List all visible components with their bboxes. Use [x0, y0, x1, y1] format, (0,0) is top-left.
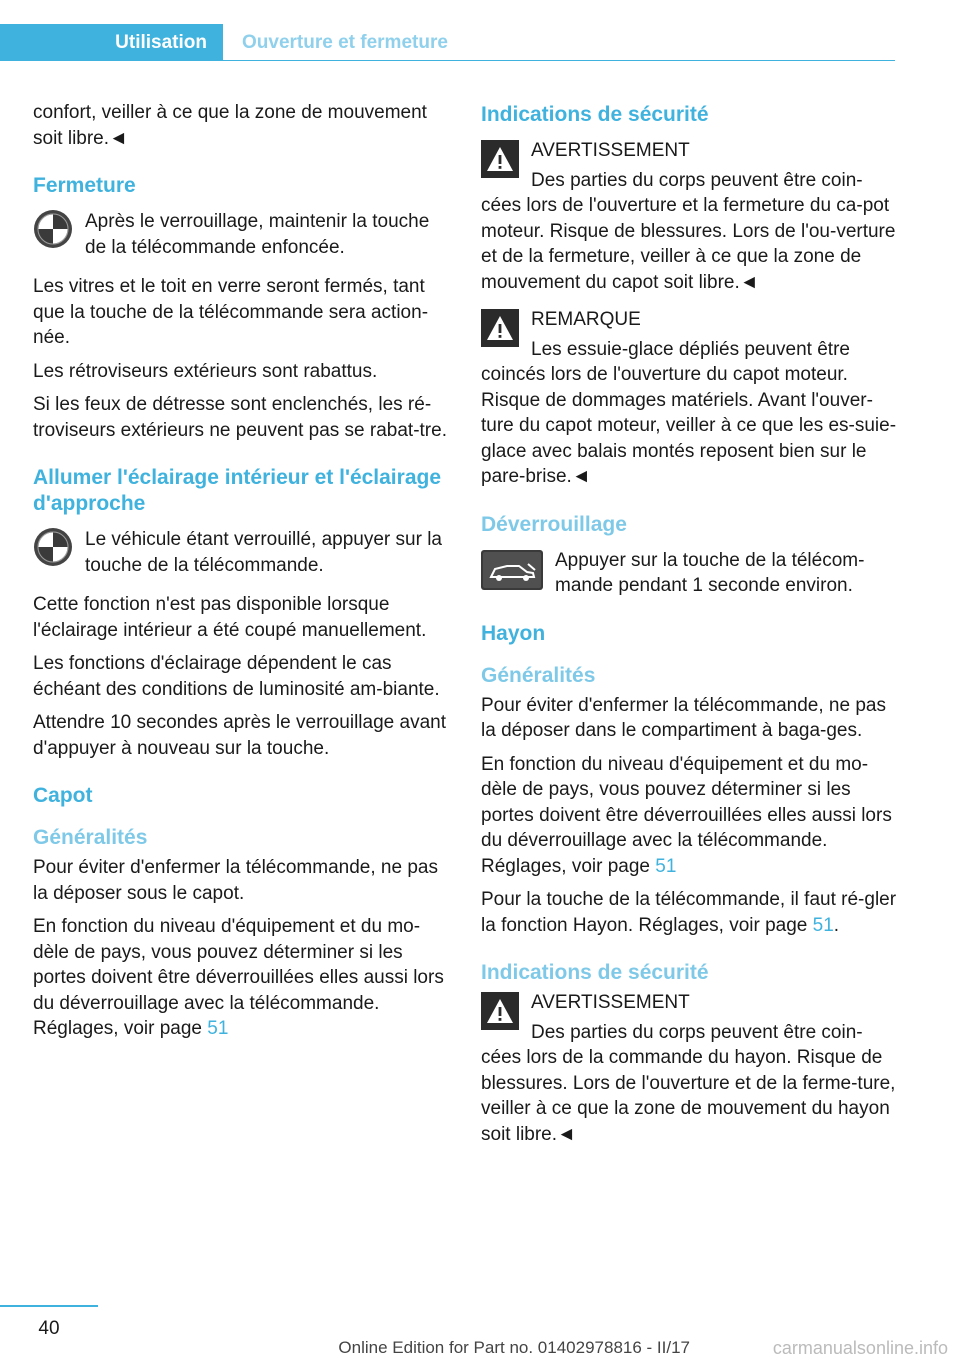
- warning-triangle-icon: [481, 992, 519, 1030]
- warning-block: [481, 138, 897, 295]
- section-tab: [0, 24, 223, 61]
- paragraph: confort, veiller à ce que la zone de mouvement soit libre.◄: [33, 102, 427, 149]
- paragraph: Cette fonction n'est pas disponible lorsque l'éclairage intérieur a été coupé manuellement.: [33, 594, 427, 641]
- chapter-tab: [242, 24, 448, 61]
- heading-deverrouillage: Déverrouillage: [481, 512, 627, 536]
- paragraph: Attendre 10 secondes après le verrouillage avant d'appuyer à nouveau sur la touche.: [33, 712, 446, 759]
- paragraph-text: .: [833, 914, 840, 936]
- notice-title: REMARQUE: [531, 309, 641, 330]
- paragraph: Appuyer sur la touche de la télécom-mande pendant 1 seconde environ.: [555, 549, 865, 596]
- right-column: [481, 100, 897, 1159]
- page-link[interactable]: 51: [812, 914, 834, 936]
- paragraph: Pour éviter d'enfermer la télécommande, ne pas la déposer sous le capot.: [33, 857, 438, 904]
- warning-triangle-icon: [481, 140, 519, 178]
- page-number: 40: [38, 1318, 60, 1339]
- chapter-label: Ouverture et fermeture: [242, 31, 448, 53]
- paragraph: Les rétroviseurs extérieurs sont rabattus.: [33, 360, 378, 382]
- page-link[interactable]: 51: [655, 855, 677, 877]
- warning-text: Des parties du corps peuvent être coin-cées lors de la commande du hayon. Risque de blessures. Lors de l'ouverture et de la ferme-ture, veiller à ce que la zone de mouvement du hayon soit libre.◄: [481, 1021, 896, 1145]
- section-label: Utilisation: [115, 31, 207, 53]
- footer-rule: [0, 1305, 98, 1307]
- page-header: [0, 24, 895, 62]
- paragraph: Après le verrouillage, maintenir la touche de la télécommande enfoncée.: [85, 211, 430, 258]
- bmw-logo-icon: [33, 527, 73, 567]
- icon-paragraph: [33, 209, 449, 260]
- heading-allumer: Allumer l'éclairage intérieur et l'éclairage d'approche: [33, 466, 442, 515]
- heading-generalites: Généralités: [481, 663, 596, 687]
- notice-text: Les essuie-glace dépliés peuvent être coincés lors de l'ouverture du capot moteur. Risque de dommages matériels. Avant l'ouver-ture du capot moteur, veiller à ce que les es-suie-glace avec balais montés reposent bien sur le pare-brise.◄: [481, 338, 897, 487]
- notice-block: [481, 307, 897, 490]
- paragraph: Les vitres et le toit en verre seront fermés, tant que la touche de la télécommande sera action-née.: [33, 276, 429, 348]
- bmw-logo-icon: [33, 209, 73, 249]
- paragraph-text: Pour la touche de la télécommande, il faut ré-gler la fonction Hayon. Réglages, voir page: [481, 889, 897, 936]
- left-column: [33, 100, 449, 1050]
- car-tailgate-icon: [481, 550, 543, 590]
- heading-generalites: Généralités: [33, 826, 148, 849]
- icon-paragraph: [33, 527, 449, 578]
- warning-block: [481, 990, 897, 1147]
- header-rule: [223, 60, 895, 61]
- heading-hayon: Hayon: [481, 621, 546, 645]
- heading-capot: Capot: [33, 784, 93, 807]
- heading-indications: Indications de sécurité: [481, 961, 709, 984]
- heading-indications: Indications de sécurité: [481, 103, 709, 126]
- icon-paragraph: [481, 548, 897, 599]
- warning-title: AVERTISSEMENT: [531, 992, 690, 1013]
- paragraph-text: En fonction du niveau d'équipement et du mo-dèle de pays, vous pouvez déterminer si les portes doivent être déverrouillées elles aussi lors du déverrouillage avec la télécommande. Réglages, voir page: [33, 916, 444, 1039]
- paragraph: [481, 887, 897, 938]
- warning-text: Des parties du corps peuvent être coin-cées lors de l'ouverture et la fermeture du ca-pot moteur. Risque de blessures. Lors de l'ou-verture et de la fermeture, veiller à ce que la zone de mouvement du capot soit libre.◄: [481, 169, 896, 293]
- page-link[interactable]: 51: [207, 1018, 229, 1039]
- paragraph: [33, 914, 449, 1042]
- edition-text: Online Edition for Part no. 01402978816 - II/17: [338, 1338, 690, 1357]
- paragraph: Le véhicule étant verrouillé, appuyer sur la touche de la télécommande.: [85, 529, 442, 576]
- warning-title: AVERTISSEMENT: [531, 140, 690, 161]
- paragraph: [481, 752, 897, 880]
- paragraph: Pour éviter d'enfermer la télécommande, ne pas la déposer dans le compartiment à baga-ges.: [481, 694, 886, 741]
- warning-triangle-icon: [481, 309, 519, 347]
- watermark: carmanualsonline.info: [772, 1338, 948, 1358]
- paragraph-text: En fonction du niveau d'équipement et du mo-dèle de pays, vous pouvez déterminer si les portes doivent être déverrouillées elles aussi lors du déverrouillage avec la télécommande. Réglages, voir page: [481, 753, 892, 877]
- paragraph: Si les feux de détresse sont enclenchés, les ré-troviseurs extérieurs ne peuvent pas se rabat-tre.: [33, 394, 447, 441]
- heading-fermeture: Fermeture: [33, 174, 136, 197]
- paragraph: Les fonctions d'éclairage dépendent le cas échéant des conditions de luminosité am-biante.: [33, 653, 440, 700]
